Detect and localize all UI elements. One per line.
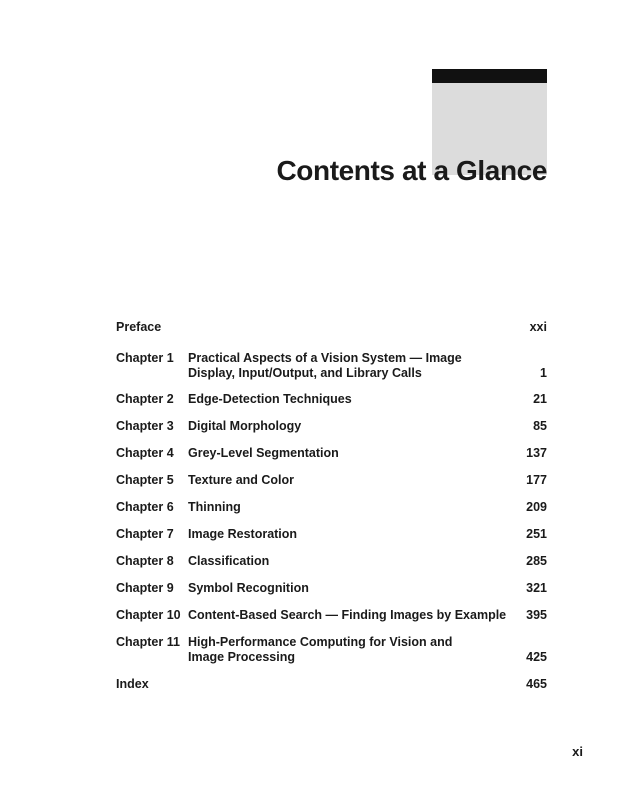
toc-entry-chapter-6 [116,500,547,515]
toc-entry-chapter-10 [116,608,547,623]
toc-entry-title: Image Restoration [188,527,298,541]
toc-entry-page: 177 [526,473,547,487]
toc-entry-title: Texture and Color [188,473,295,487]
toc-entry-page: 321 [526,581,547,595]
toc-entry-label: Chapter 5 [116,473,174,487]
title-decoration-bar [432,69,547,83]
toc-entry-chapter-1 [116,351,547,381]
toc-entry-title: Practical Aspects of a Vision System — Image Display, Input/Output, and Library Calls [188,351,462,380]
toc-entry-index [116,677,547,692]
toc-entry-page: 21 [533,392,547,406]
toc-entry-title: Symbol Recognition [188,581,309,595]
page-title: Contents at a Glance [276,155,547,186]
toc-entry-page: 251 [526,527,547,541]
toc-entry-page: 465 [526,677,547,691]
toc-entry-preface [116,320,547,335]
toc-entry-title: Content-Based Search — Finding Images by Example [188,608,507,622]
toc-entry-label: Chapter 11 [116,635,180,649]
toc-entry-chapter-9 [116,581,547,596]
toc-entry-label: Chapter 9 [116,581,174,595]
toc-entry-chapter-11 [116,635,547,665]
toc-entry-page: 85 [533,419,547,433]
toc-entry-title: Thinning [188,500,241,514]
toc-entry-page: 285 [526,554,547,568]
toc-entry-label: Chapter 10 [116,608,181,622]
toc-entry-label: Preface [116,320,162,334]
toc-entry-page: 137 [526,446,547,460]
toc-entry-page: xxi [529,320,547,334]
toc-entry-page: 425 [526,650,547,664]
toc-entry-title: Classification [188,554,270,568]
toc-entry-label: Chapter 6 [116,500,174,514]
toc-entry-chapter-3 [116,419,547,434]
toc-entry-label: Chapter 2 [116,392,174,406]
toc-entry-chapter-4 [116,446,547,461]
toc-entry-chapter-8 [116,554,547,569]
toc-entry-label: Chapter 3 [116,419,174,433]
toc-entry-page: 395 [526,608,547,622]
toc-entry-chapter-7 [116,527,547,542]
toc-entry-label: Chapter 4 [116,446,174,460]
toc-entry-chapter-2 [116,392,547,407]
toc-entry-label: Chapter 1 [116,351,174,365]
toc-entry-title: Edge-Detection Techniques [188,392,352,406]
toc-entry-title: Grey-Level Segmentation [188,446,339,460]
toc-entry-chapter-5 [116,473,547,488]
toc-entry-label: Chapter 7 [116,527,174,541]
toc-entry-label: Chapter 8 [116,554,174,568]
toc-entry-label: Index [116,677,149,691]
toc-entry-title: Digital Morphology [188,419,302,433]
page-number: xi [572,744,583,759]
toc-entry-title: High-Performance Computing for Vision and Image Processing [188,635,453,664]
toc-entry-page: 209 [526,500,547,514]
toc-entry-page: 1 [540,366,547,380]
